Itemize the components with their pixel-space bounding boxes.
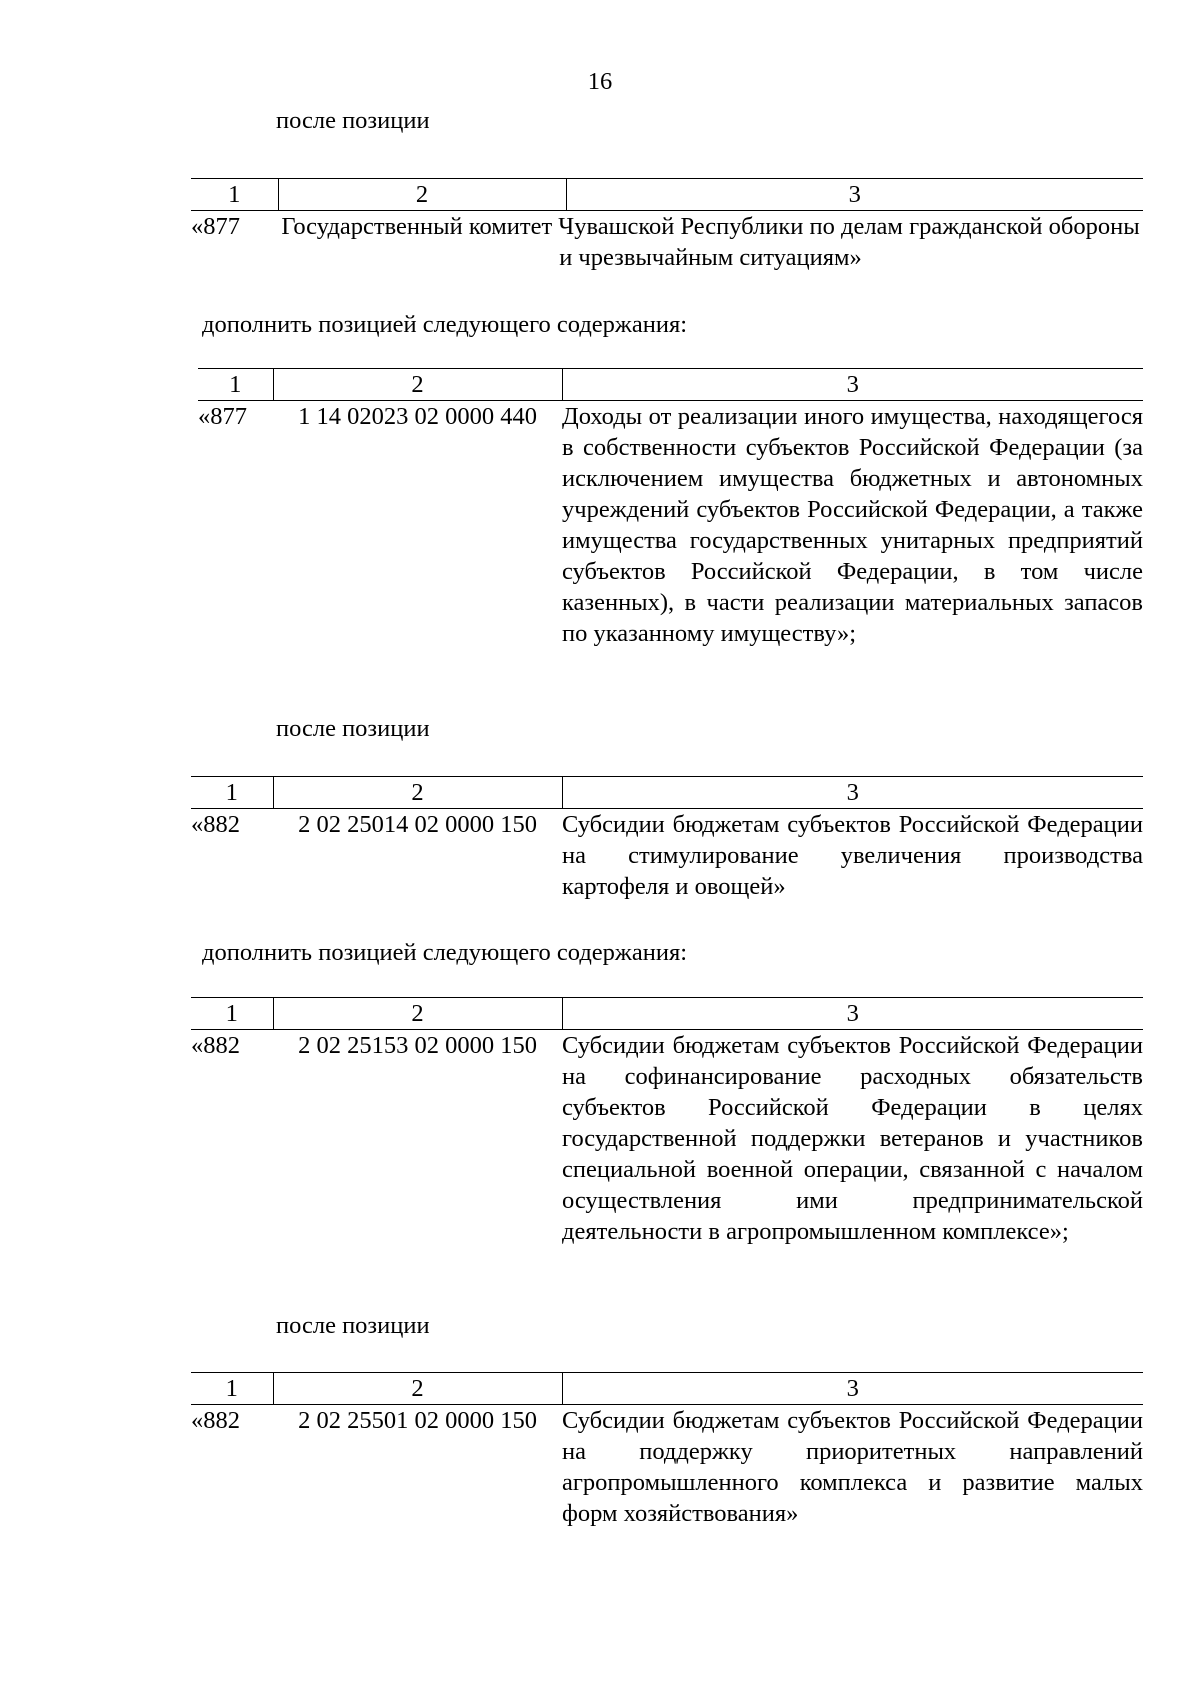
col-header-2: 2 (273, 1373, 562, 1405)
table-row (198, 401, 1143, 650)
row-code-cell: «882 (191, 1407, 240, 1434)
page-number: 16 (587, 68, 613, 95)
position-table (191, 178, 1143, 273)
row-kbk-cell: 1 14 02023 02 0000 440 (298, 403, 537, 430)
row-kbk-cell: 2 02 25501 02 0000 150 (298, 1407, 537, 1434)
table-row (191, 1405, 1143, 1530)
col-header-3: 3 (562, 777, 1143, 809)
col-header-3: 3 (562, 369, 1143, 401)
table-row (191, 1030, 1143, 1248)
row-description-cell: Субсидии бюджетам субъектов Российской Федерации на стимулирование увеличения производства картофеля и овощей» (562, 811, 1143, 900)
instruction-add-position: дополнить позицией следующего содержания: (202, 311, 688, 338)
col-header-2: 2 (273, 998, 562, 1030)
position-table (191, 1372, 1143, 1529)
table-header-row (191, 998, 1143, 1030)
table-header-row (191, 777, 1143, 809)
col-header-1: 1 (191, 777, 273, 809)
row-name-cell: Государственный комитет Чувашской Республики по делам гражданской обороны и чрезвычайным ситуациям» (281, 213, 1140, 271)
position-table (198, 368, 1143, 649)
table-row (191, 809, 1143, 903)
row-code-cell: «877 (198, 403, 247, 430)
row-code-cell: «882 (191, 1032, 240, 1059)
table-row (191, 211, 1143, 274)
table-header-row (191, 1373, 1143, 1405)
instruction-after-position: после позиции (276, 1312, 430, 1339)
table-header-row (191, 179, 1143, 211)
col-header-1: 1 (191, 1373, 273, 1405)
col-header-1: 1 (198, 369, 273, 401)
col-header-1: 1 (191, 998, 273, 1030)
row-kbk-cell: 2 02 25153 02 0000 150 (298, 1032, 537, 1059)
instruction-add-position: дополнить позицией следующего содержания: (202, 939, 688, 966)
row-code-cell: «882 (191, 811, 240, 838)
row-kbk-cell: 2 02 25014 02 0000 150 (298, 811, 537, 838)
instruction-after-position: после позиции (276, 107, 430, 134)
col-header-3: 3 (562, 1373, 1143, 1405)
table-header-row (198, 369, 1143, 401)
col-header-3: 3 (566, 179, 1143, 211)
col-header-3: 3 (562, 998, 1143, 1030)
position-table (191, 997, 1143, 1247)
col-header-2: 2 (273, 777, 562, 809)
col-header-1: 1 (191, 179, 278, 211)
col-header-2: 2 (273, 369, 562, 401)
instruction-after-position: после позиции (276, 715, 430, 742)
row-code-cell: «877 (191, 213, 240, 240)
row-description-cell: Субсидии бюджетам субъектов Российской Федерации на поддержку приоритетных направлений агропромышленного комплекса и развитие малых форм хозяйствования» (562, 1407, 1143, 1527)
col-header-2: 2 (278, 179, 566, 211)
row-description-cell: Субсидии бюджетам субъектов Российской Федерации на софинансирование расходных обязательств субъектов Российской Федерации в целях государственной поддержки ветеранов и участников специальной военной операции, связанной с началом осуществления ими предпринимательской деятельности в агропромышленном комплексе»; (562, 1032, 1143, 1245)
row-description-cell: Доходы от реализации иного имущества, находящегося в собственности субъектов Российской Федерации (за исключением имущества бюджетных и автономных учреждений субъектов Российской Федерации, а также имущества государственных унитарных предприятий субъектов Российской Федерации, в том числе казенных), в части реализации материальных запасов по указанному имуществу»; (562, 403, 1143, 647)
position-table (191, 776, 1143, 902)
